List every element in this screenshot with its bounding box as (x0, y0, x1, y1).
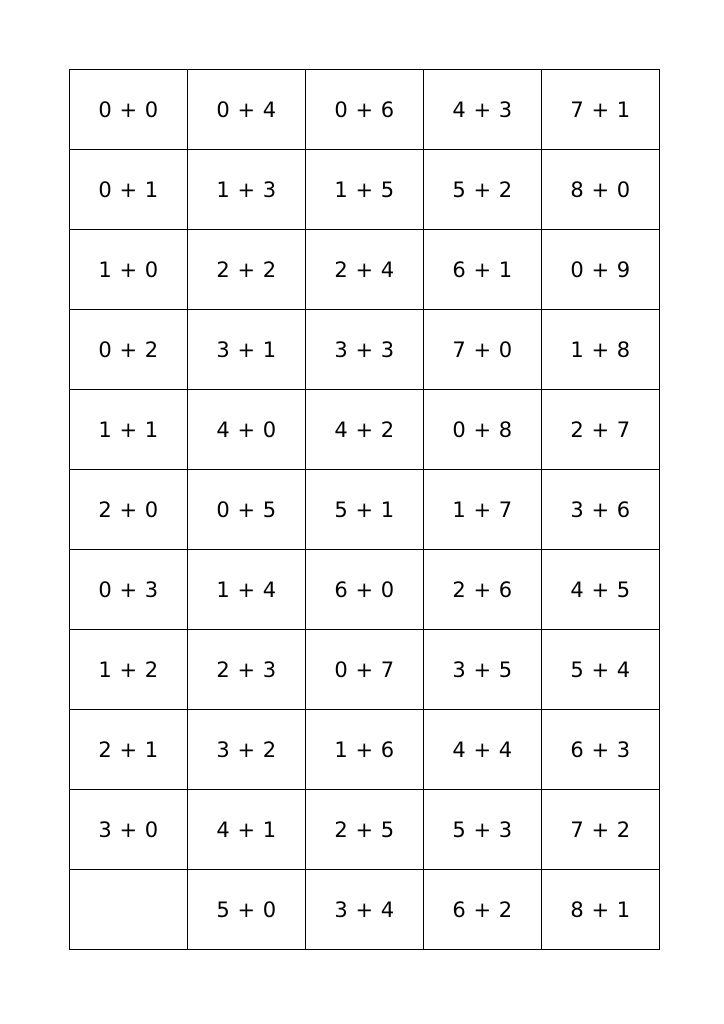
card-row (70, 710, 660, 790)
addition-card: 6 + 2 (424, 870, 542, 950)
addition-card: 3 + 1 (188, 310, 306, 390)
card-row (70, 630, 660, 710)
addition-card: 3 + 5 (424, 630, 542, 710)
addition-card: 4 + 1 (188, 790, 306, 870)
addition-card: 0 + 5 (188, 470, 306, 550)
addition-card: 4 + 5 (542, 550, 660, 630)
addition-card: 3 + 2 (188, 710, 306, 790)
addition-card: 2 + 3 (188, 630, 306, 710)
card-row (70, 390, 660, 470)
addition-card: 2 + 5 (306, 790, 424, 870)
addition-card: 5 + 0 (188, 870, 306, 950)
addition-card: 1 + 2 (70, 630, 188, 710)
card-row (70, 150, 660, 230)
addition-card: 8 + 0 (542, 150, 660, 230)
addition-card: 0 + 9 (542, 230, 660, 310)
addition-card: 4 + 0 (188, 390, 306, 470)
card-row (70, 230, 660, 310)
addition-card-grid (69, 69, 660, 950)
addition-card: 6 + 3 (542, 710, 660, 790)
addition-card: 5 + 1 (306, 470, 424, 550)
addition-card: 5 + 3 (424, 790, 542, 870)
addition-card: 2 + 6 (424, 550, 542, 630)
addition-card: 7 + 0 (424, 310, 542, 390)
empty-card (70, 870, 188, 950)
card-row (70, 310, 660, 390)
addition-card: 1 + 7 (424, 470, 542, 550)
addition-card: 8 + 1 (542, 870, 660, 950)
addition-card: 4 + 2 (306, 390, 424, 470)
addition-card: 7 + 2 (542, 790, 660, 870)
addition-card: 2 + 2 (188, 230, 306, 310)
card-row (70, 550, 660, 630)
addition-card: 4 + 4 (424, 710, 542, 790)
addition-card: 5 + 2 (424, 150, 542, 230)
addition-card: 5 + 4 (542, 630, 660, 710)
addition-card: 0 + 0 (70, 70, 188, 150)
addition-card: 4 + 3 (424, 70, 542, 150)
addition-card: 1 + 8 (542, 310, 660, 390)
addition-card: 0 + 1 (70, 150, 188, 230)
addition-card: 0 + 8 (424, 390, 542, 470)
addition-card: 0 + 7 (306, 630, 424, 710)
addition-card: 3 + 4 (306, 870, 424, 950)
card-row (70, 470, 660, 550)
addition-card: 0 + 6 (306, 70, 424, 150)
addition-card: 0 + 4 (188, 70, 306, 150)
addition-card: 2 + 4 (306, 230, 424, 310)
addition-card: 6 + 0 (306, 550, 424, 630)
card-row (70, 70, 660, 150)
addition-card: 3 + 3 (306, 310, 424, 390)
addition-card: 7 + 1 (542, 70, 660, 150)
addition-card: 3 + 6 (542, 470, 660, 550)
addition-card: 0 + 3 (70, 550, 188, 630)
card-row (70, 790, 660, 870)
addition-card: 1 + 0 (70, 230, 188, 310)
addition-card: 1 + 5 (306, 150, 424, 230)
addition-card: 2 + 7 (542, 390, 660, 470)
addition-card: 1 + 6 (306, 710, 424, 790)
card-row (70, 870, 660, 950)
addition-card: 1 + 3 (188, 150, 306, 230)
addition-card: 6 + 1 (424, 230, 542, 310)
addition-card: 2 + 0 (70, 470, 188, 550)
addition-card: 1 + 1 (70, 390, 188, 470)
addition-card: 3 + 0 (70, 790, 188, 870)
addition-card: 2 + 1 (70, 710, 188, 790)
addition-card: 1 + 4 (188, 550, 306, 630)
addition-card: 0 + 2 (70, 310, 188, 390)
card-grid-body (70, 70, 660, 950)
